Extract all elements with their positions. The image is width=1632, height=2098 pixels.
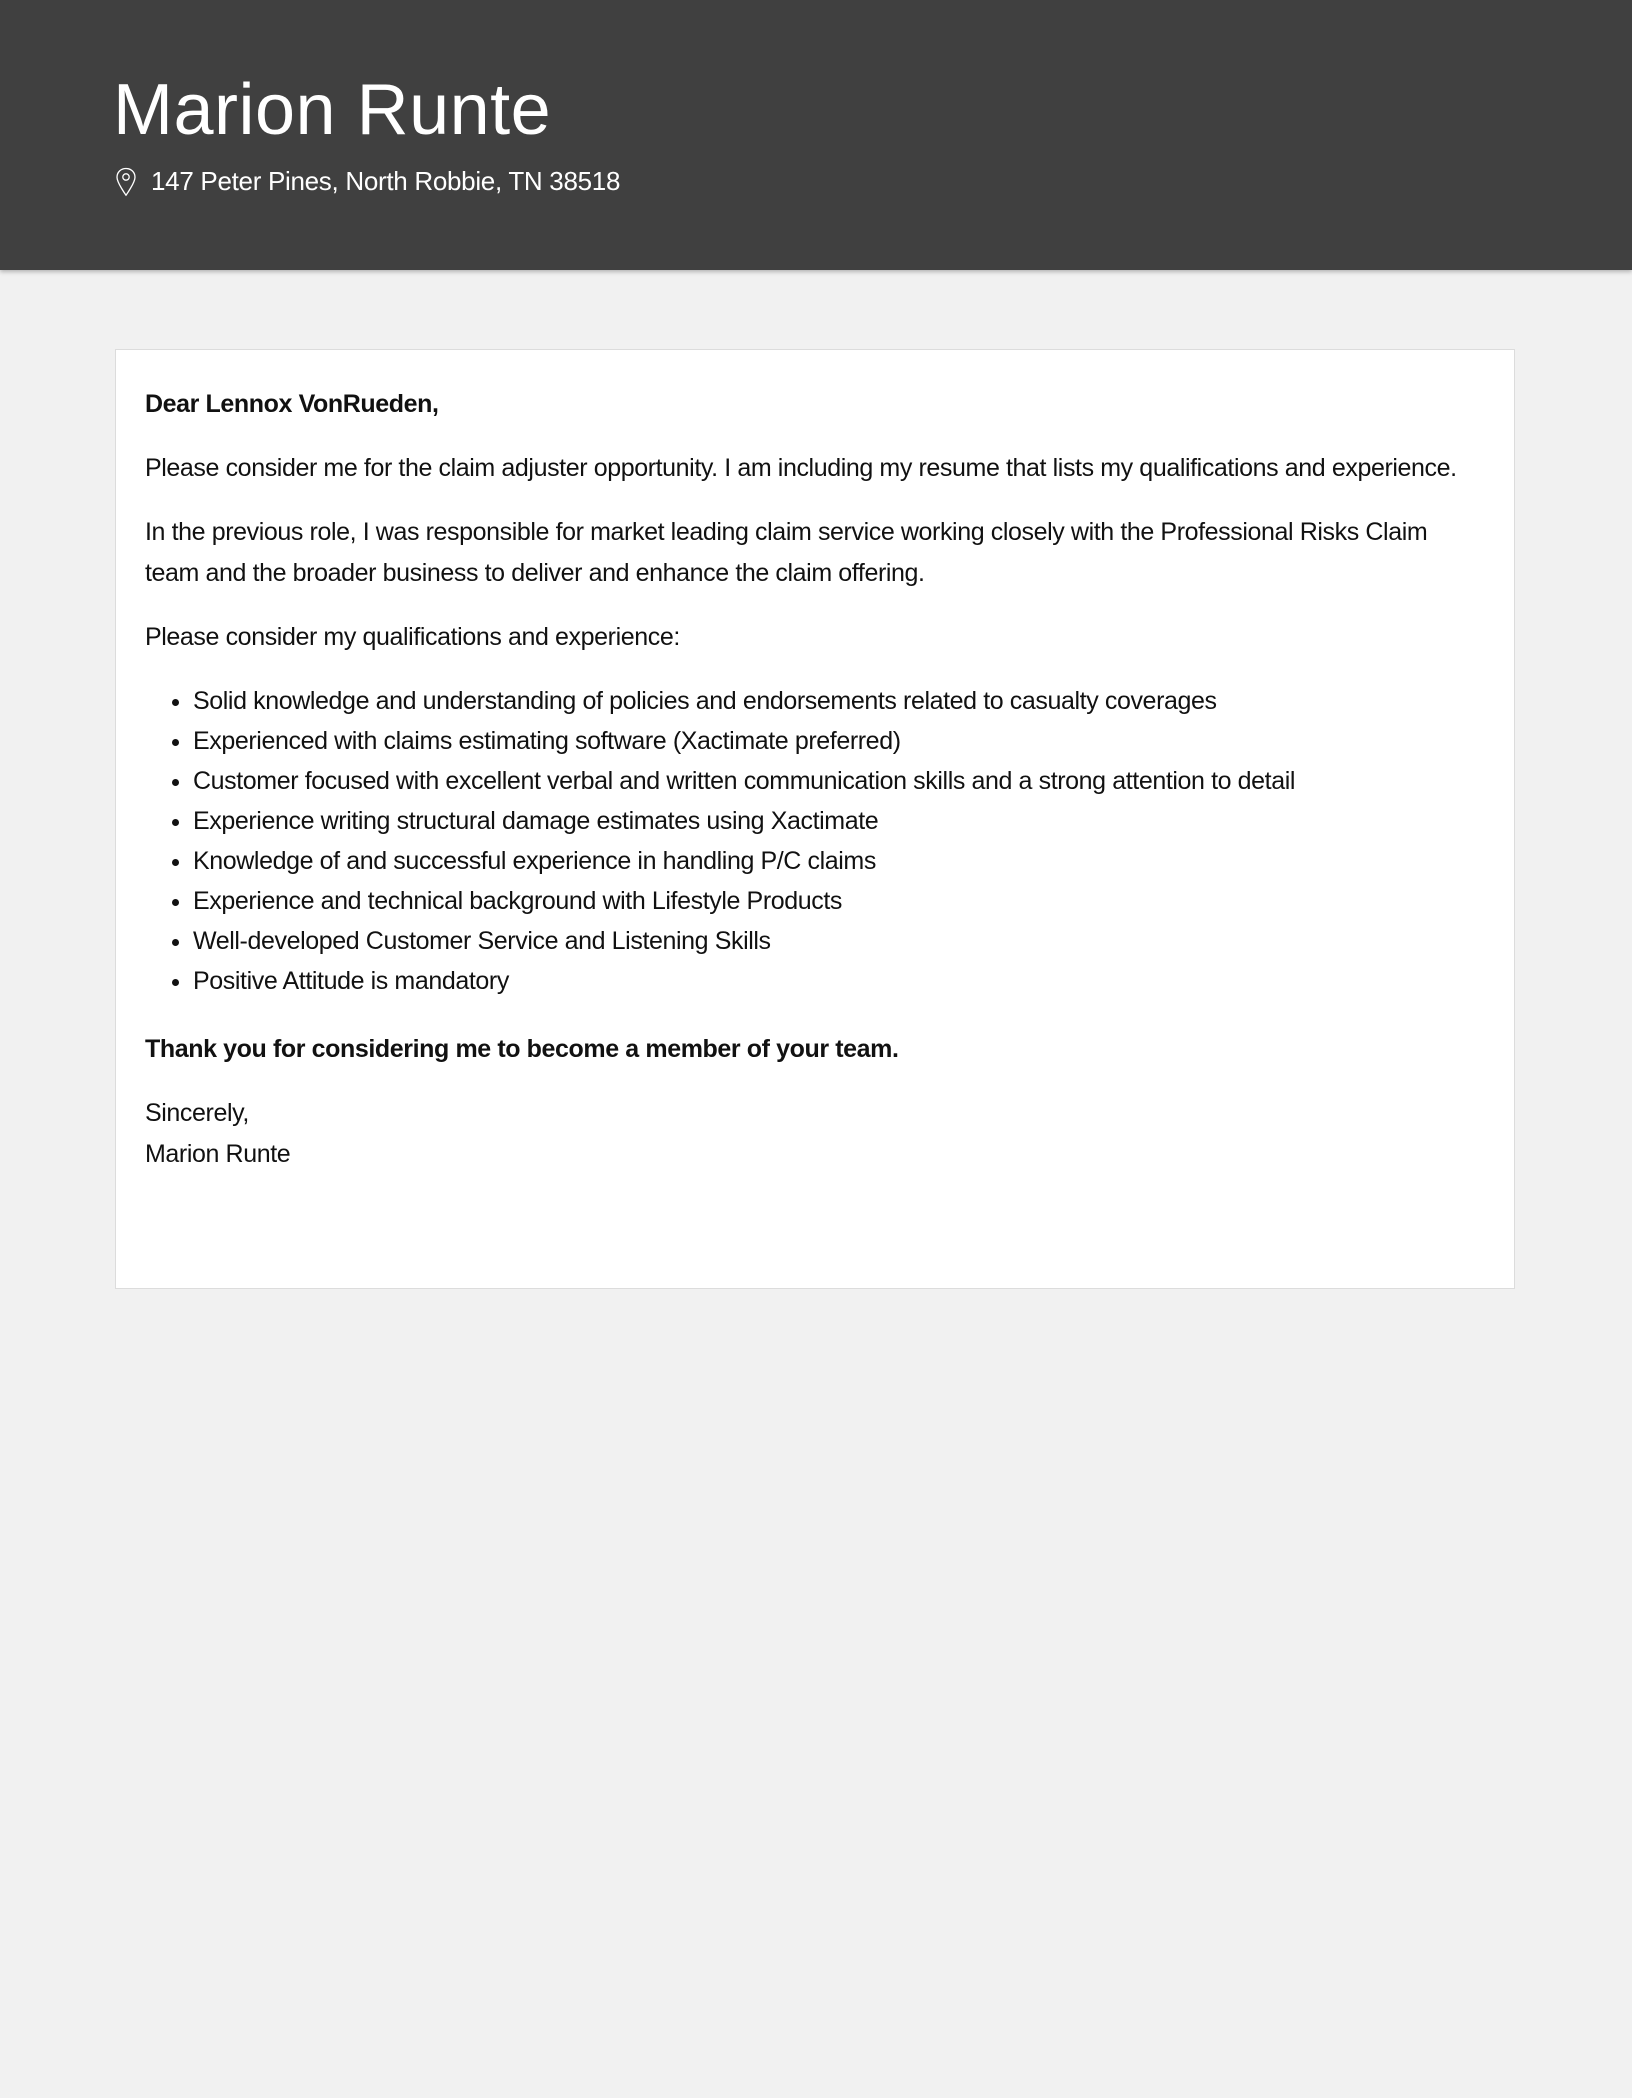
header bbox=[0, 0, 1632, 270]
signature: Marion Runte bbox=[145, 1140, 291, 1168]
list-item: • Solid knowledge and understanding of policies and endorsements related to casualty coverages bbox=[193, 681, 1485, 721]
paragraph: In the previous role, I was responsible for market leading claim service working closely with the Professional Risks Claim team and the broader business to deliver and enhance the claim offering. bbox=[145, 518, 1428, 587]
list-item: • Experience writing structural damage estimates using Xactimate bbox=[193, 801, 1485, 841]
signoff: Sincerely, bbox=[145, 1099, 249, 1127]
greeting: Dear Lennox VonRueden, bbox=[145, 390, 439, 418]
paragraph: Please consider me for the claim adjuster opportunity. I am including my resume that lists my qualifications and experience. bbox=[145, 454, 1457, 482]
map-pin-icon bbox=[115, 167, 137, 197]
qualifications-list bbox=[145, 681, 1485, 1001]
closing-line: Thank you for considering me to become a member of your team. bbox=[145, 1035, 899, 1063]
cover-letter bbox=[115, 349, 1515, 1289]
list-item: • Well-developed Customer Service and Listening Skills bbox=[193, 921, 1485, 961]
paragraph: Please consider my qualifications and experience: bbox=[145, 623, 680, 651]
applicant-name: Marion Runte bbox=[113, 70, 552, 150]
list-item: • Experienced with claims estimating software (Xactimate preferred) bbox=[193, 721, 1485, 761]
address bbox=[115, 166, 620, 197]
list-item: • Positive Attitude is mandatory bbox=[193, 961, 1485, 1001]
list-item: • Experience and technical background with Lifestyle Products bbox=[193, 881, 1485, 921]
list-item: • Customer focused with excellent verbal and written communication skills and a strong attention to detail bbox=[193, 761, 1485, 801]
address-text: 147 Peter Pines, North Robbie, TN 38518 bbox=[151, 166, 621, 196]
list-item: • Knowledge of and successful experience in handling P/C claims bbox=[193, 841, 1485, 881]
